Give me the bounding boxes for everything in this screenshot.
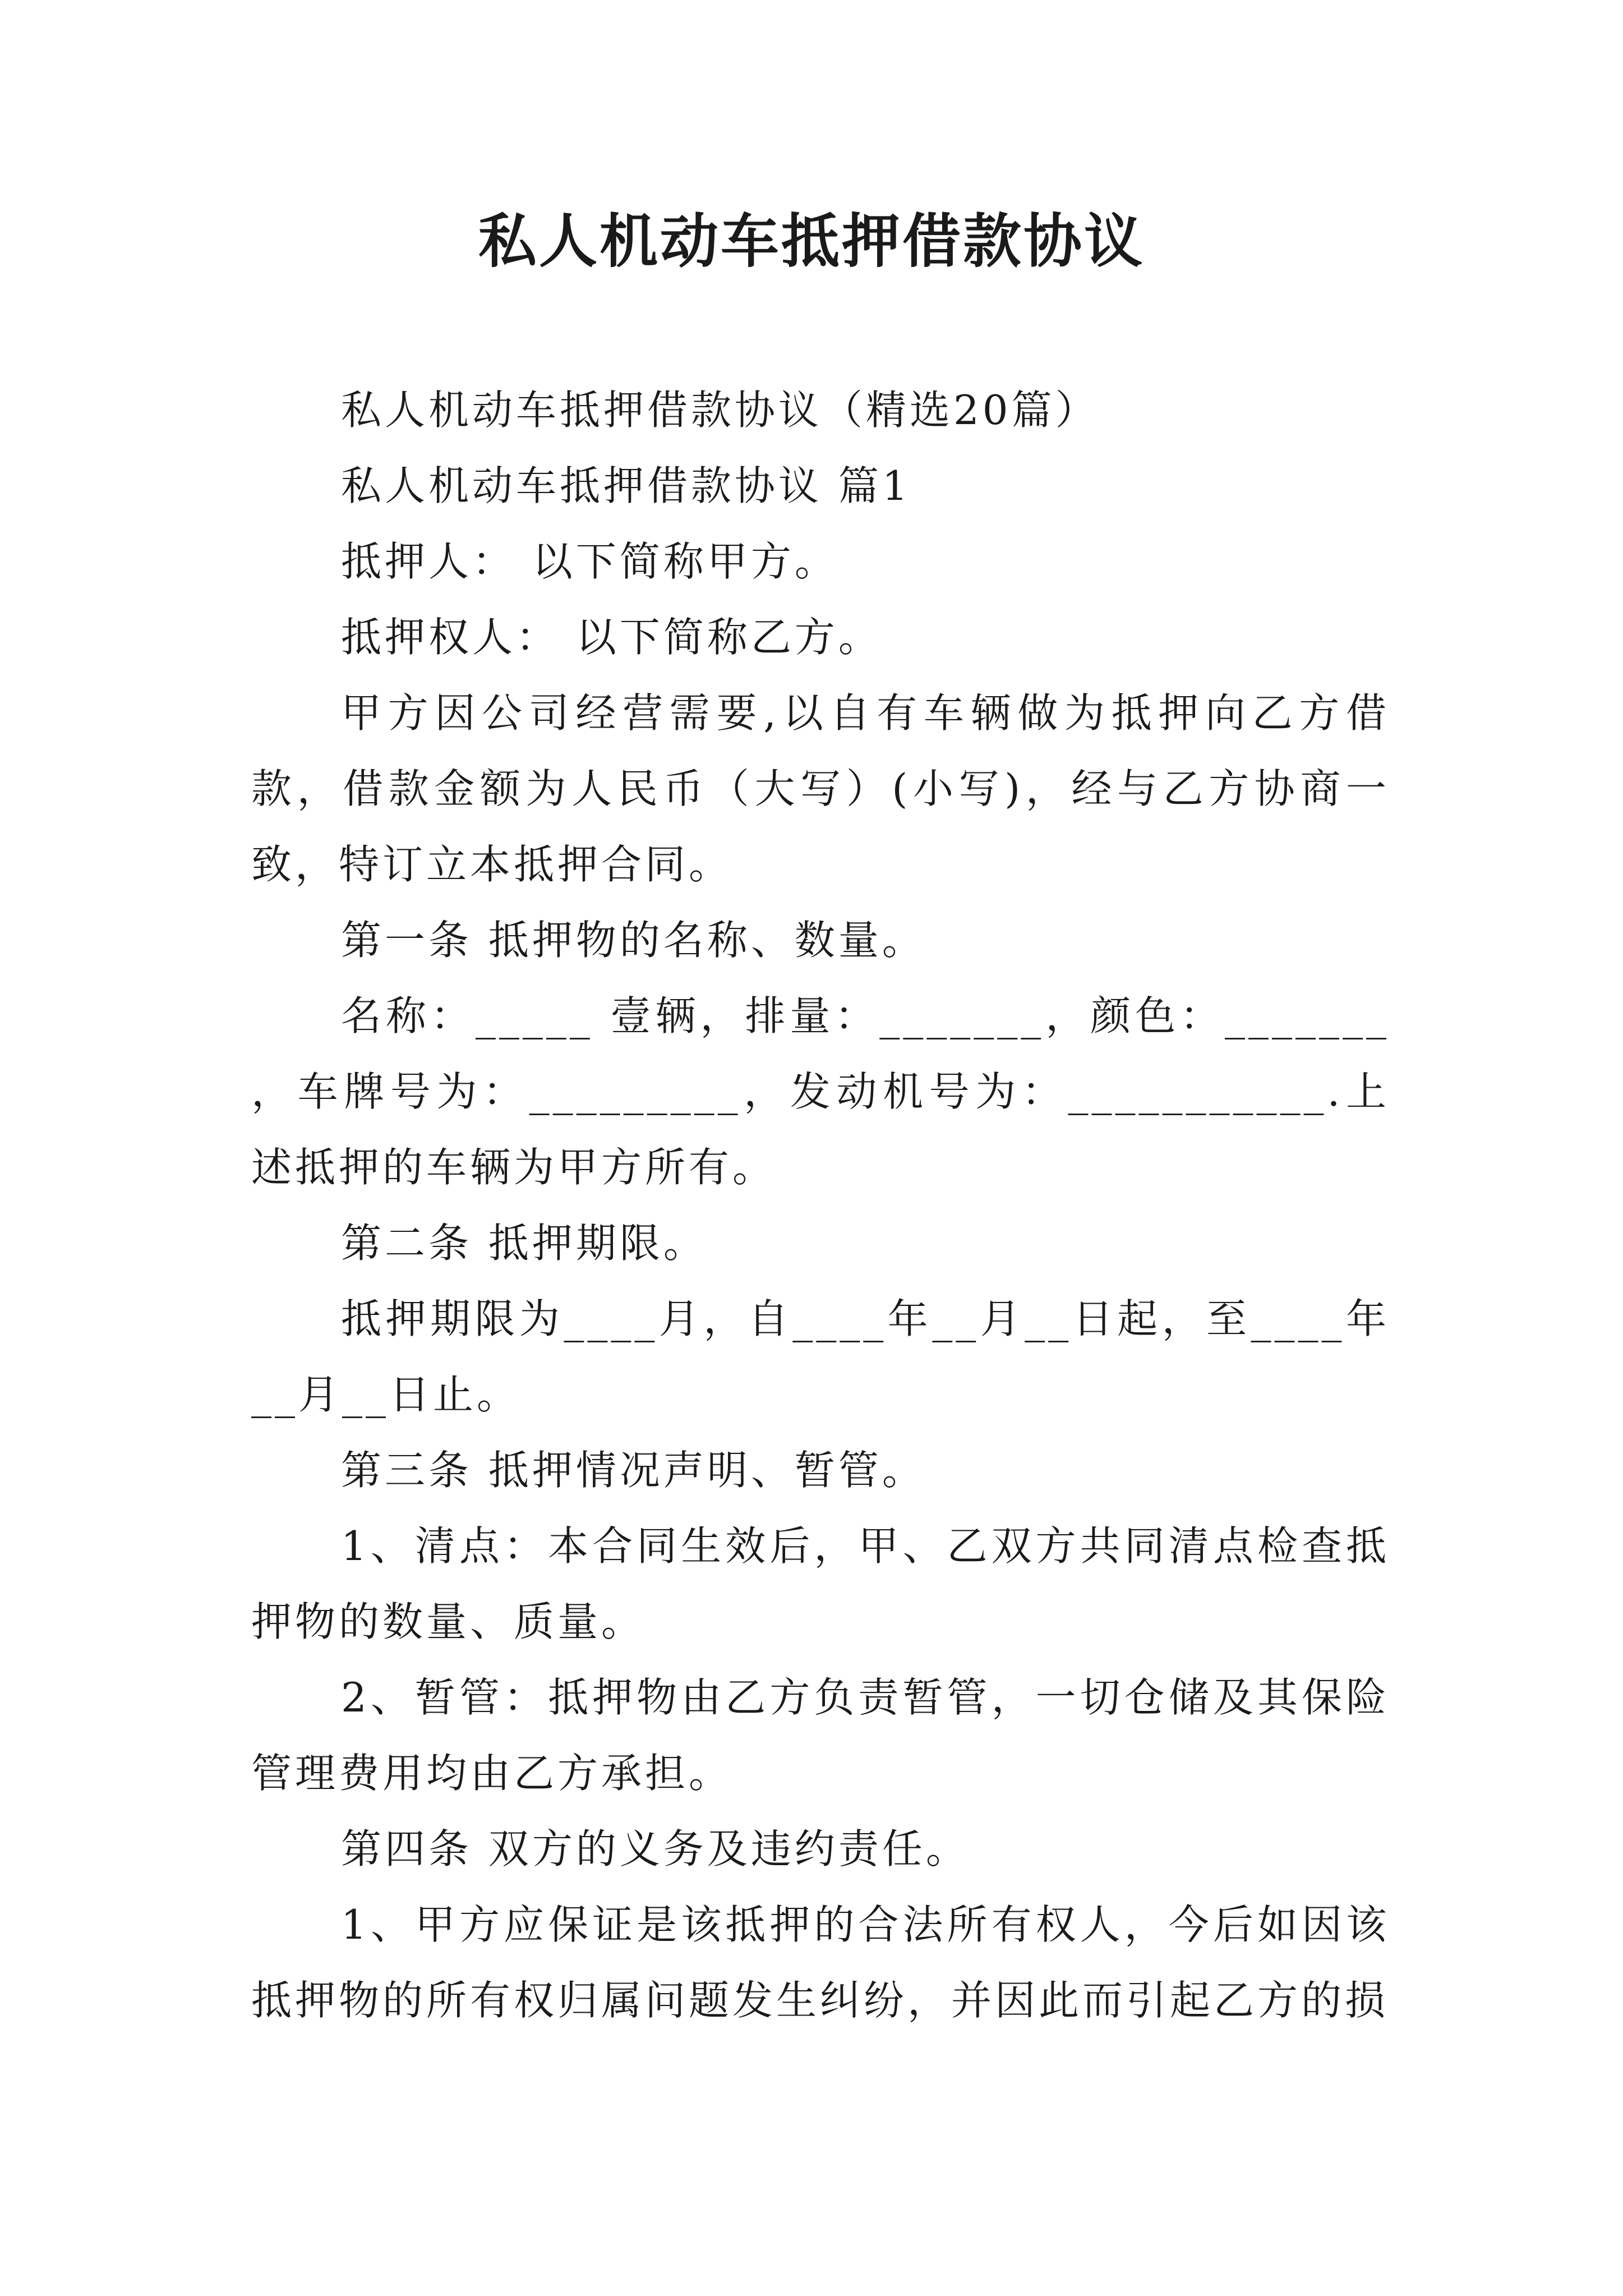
paragraph-vehicle-details: 名称：_____ 壹辆，排量：_______，颜色：_______ ，车牌号为：_________，发动机号为：___________.上述抵押的车辆为甲方所有。 [251,992,1390,1191]
document-body [251,372,1390,2039]
paragraph-article-1: 第一条 抵押物的名称、数量。 [341,917,926,964]
paragraph-obligation-1: 1、甲方应保证是该抵押的合法所有权人，今后如因该抵押物的所有权归属问题发生纠纷，并因此而引起乙方的损 [251,1901,1390,2024]
paragraph-term: 抵押期限为____月，自____年__月__日起，至____年__月__日止。 [251,1295,1390,1418]
paragraph-subtitle: 私人机动车抵押借款协议（精选20篇） [341,386,1099,434]
paragraph-section-heading: 私人机动车抵押借款协议 篇1 [341,462,911,509]
paragraph-mortgagee: 抵押权人： 以下简称乙方。 [341,614,882,661]
paragraph-mortgagor: 抵押人： 以下简称甲方。 [341,538,838,585]
paragraph-custody: 2、暂管：抵押物由乙方负责暂管，一切仓储及其保险管理费用均由乙方承担。 [251,1674,1390,1797]
paragraph-article-4: 第四条 双方的义务及违约责任。 [341,1825,970,1872]
document-title: 私人机动车抵押借款协议 [478,206,1145,275]
paragraph-inventory: 1、清点：本合同生效后，甲、乙双方共同清点检查抵押物的数量、质量。 [251,1522,1390,1645]
paragraph-article-2: 第二条 抵押期限。 [341,1220,707,1267]
paragraph-preamble: 甲方因公司经营需要,以自有车辆做为抵押向乙方借款，借款金额为人民币（大写）(小写)，经与乙方协商一致，特订立本抵押合同。 [251,689,1390,888]
paragraph-article-3: 第三条 抵押情况声明、暂管。 [341,1447,926,1494]
